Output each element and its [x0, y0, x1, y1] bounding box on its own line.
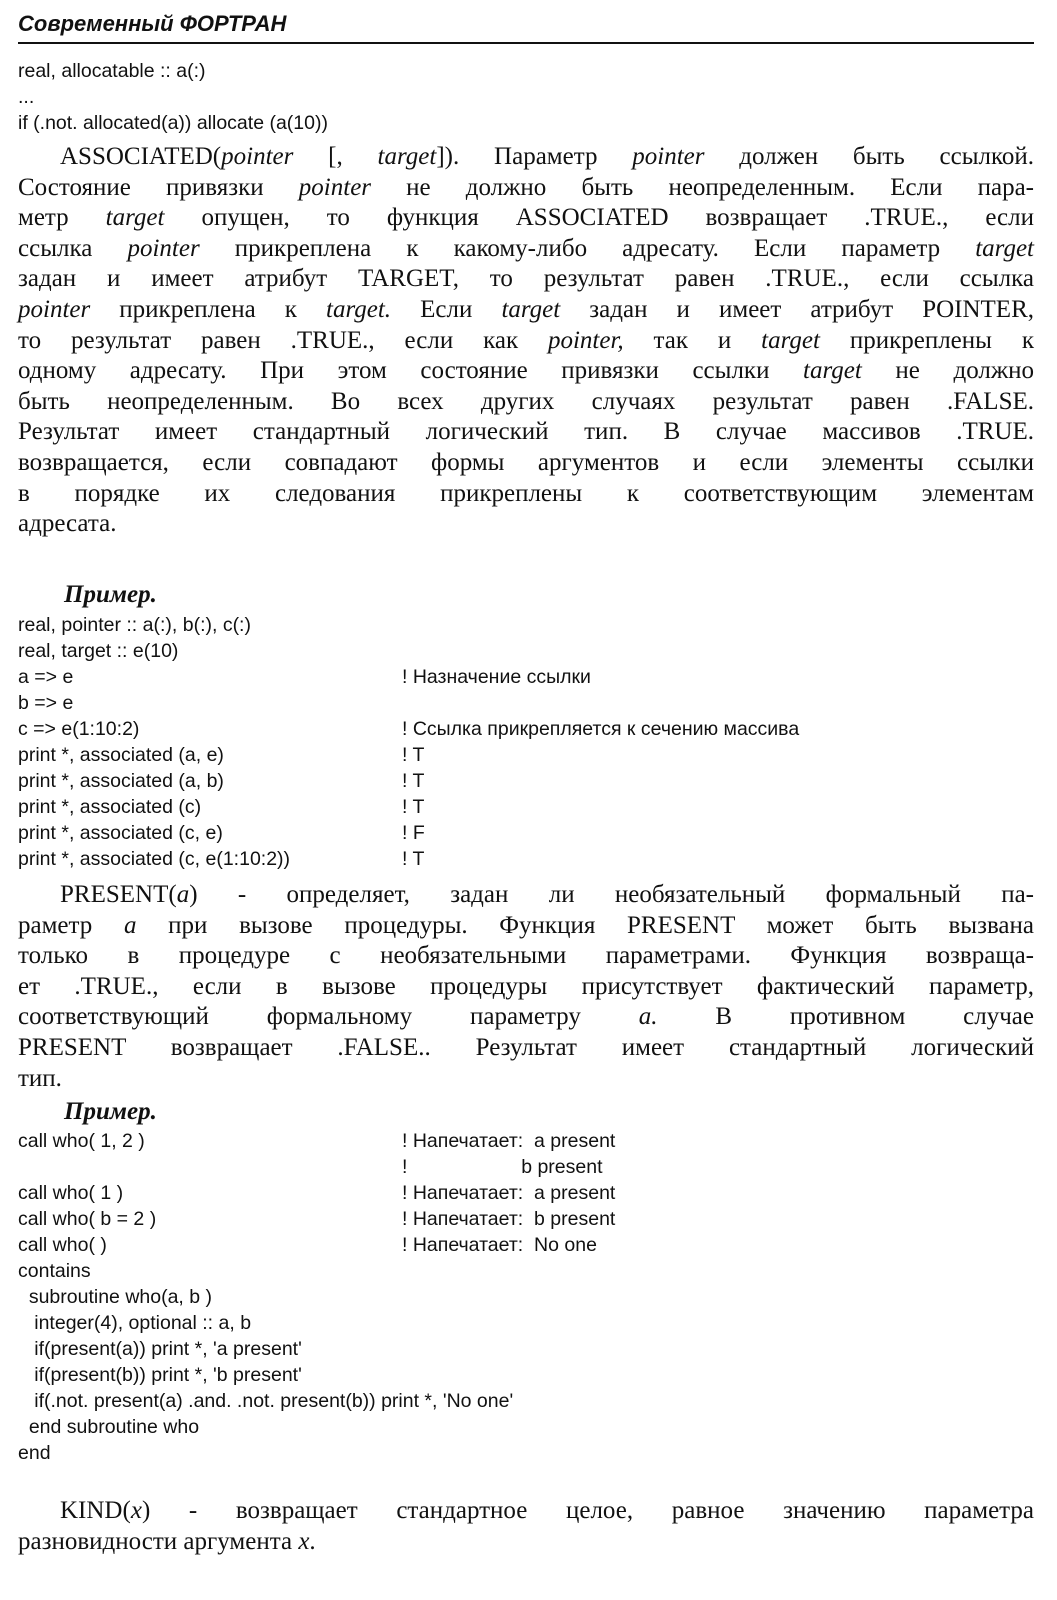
- text-run: адресата.: [18, 510, 117, 538]
- code-line: [18, 638, 290, 664]
- text-line: [18, 479, 1034, 510]
- running-head: Современный ФОРТРАН: [18, 6, 1034, 44]
- italic-term: pointer: [221, 143, 294, 170]
- code-text: a => e: [18, 666, 74, 688]
- code-line: ...: [18, 86, 35, 108]
- italic-term: x: [130, 1497, 142, 1524]
- text-run: ет .TRUE., если в вызове процедуры присутствует фактический параметр,: [18, 972, 1034, 1000]
- code-comment: ! F: [402, 822, 425, 844]
- code-comment: ! Напечатает: a present: [402, 1182, 616, 1204]
- text-run: PRESENT(: [60, 881, 177, 908]
- text-line: [18, 173, 1034, 204]
- text-run: только в процедуре с необязательными параметрами. Функция возвраща-: [18, 942, 1034, 970]
- text-line: [18, 1527, 1034, 1558]
- code-line: real, allocatable :: a(:): [18, 60, 206, 82]
- code-text: b => e: [18, 692, 74, 714]
- text-run: соответствующий формальному параметру: [18, 1003, 639, 1031]
- code-comment: ! Напечатает: a present: [402, 1130, 616, 1152]
- code-line: [18, 794, 425, 820]
- code-comment: ! Напечатает: b present: [402, 1208, 616, 1230]
- code-block-associated-example: [18, 612, 800, 872]
- text-run: возвращается, если совпадают формы аргументов и если элементы ссылки: [18, 448, 1034, 476]
- text-run: тип.: [18, 1064, 62, 1092]
- text-run: .: [309, 1527, 316, 1555]
- text-line: [18, 448, 1034, 479]
- text-run: быть неопределенным. Во всех других случаях результат равен .FALSE.: [18, 387, 1034, 415]
- code-line: [18, 1232, 597, 1258]
- text-line: [18, 911, 1034, 942]
- text-line: [18, 1496, 1034, 1527]
- italic-term: x: [298, 1527, 310, 1555]
- code-line: [18, 1388, 513, 1414]
- text-run: ссылка: [18, 234, 128, 262]
- code-text: call who( b = 2 ): [18, 1208, 157, 1230]
- text-run: при вызове процедуры. Функция PRESENT может быть вызвана: [136, 911, 1035, 939]
- code-text: print *, associated (a, b): [18, 770, 224, 792]
- text-run: так и: [623, 326, 762, 354]
- italic-term: target: [803, 357, 862, 385]
- code-line: if (.not. allocated(a)) allocate (a(10)): [18, 112, 328, 134]
- text-run: метр: [18, 204, 106, 232]
- text-line: [18, 356, 1034, 387]
- italic-term: target.: [326, 295, 392, 323]
- code-line: [18, 1440, 513, 1466]
- code-text: print *, associated (c): [18, 796, 202, 818]
- text-line: [18, 264, 1034, 295]
- code-line: [18, 1414, 513, 1440]
- text-line: [18, 295, 1034, 326]
- italic-term: pointer,: [547, 326, 624, 354]
- text-run: не должно: [861, 357, 1034, 385]
- text-line: [18, 234, 1034, 265]
- code-line: [18, 768, 425, 794]
- text-run: ) - определяет, задан ли необязательный формальный па-: [189, 881, 1034, 908]
- code-line: [18, 1284, 513, 1310]
- code-comment: ! T: [402, 744, 425, 766]
- text-line: [18, 387, 1034, 418]
- italic-term: a: [176, 881, 190, 908]
- text-run: задан и имеет атрибут POINTER,: [560, 295, 1035, 323]
- text-run: прикреплена к какому-либо адресату. Если параметр: [199, 234, 976, 262]
- italic-term: a: [123, 911, 137, 939]
- text-run: не должно быть неопределенным. Если пара-: [371, 173, 1034, 201]
- text-run: Состояние привязки: [18, 173, 299, 201]
- text-line: [18, 941, 1034, 972]
- code-line: [18, 690, 290, 716]
- code-block-present-example: [18, 1128, 616, 1466]
- code-line: [18, 1258, 513, 1284]
- text-line: [18, 326, 1034, 357]
- text-run: прикреплены к: [819, 326, 1034, 354]
- text-line: [18, 972, 1034, 1003]
- code-text: end subroutine who: [18, 1416, 200, 1438]
- text-line: [18, 880, 1034, 911]
- text-run: должен быть ссылкой.: [704, 143, 1035, 170]
- italic-term: target: [761, 326, 820, 354]
- italic-term: pointer: [127, 234, 200, 262]
- italic-term: target: [377, 143, 437, 170]
- italic-term: pointer: [18, 295, 91, 323]
- code-comment: ! T: [402, 770, 425, 792]
- text-line: [18, 1002, 1034, 1033]
- italic-term: pointer: [298, 173, 372, 201]
- text-run: разновидности аргумента: [18, 1527, 299, 1555]
- text-run: опущен, то функция ASSOCIATED возвращает .TRUE., если: [164, 204, 1034, 232]
- text-run: прикреплена к: [90, 295, 327, 323]
- text-run: ASSOCIATED(: [60, 143, 222, 170]
- code-text: real, target :: e(10): [18, 640, 179, 662]
- text-line: [18, 509, 1034, 540]
- code-comment: ! Напечатает: No one: [402, 1234, 597, 1256]
- paragraph-kind: [18, 1496, 1034, 1557]
- code-line: [18, 1206, 616, 1232]
- code-line: [18, 1154, 603, 1180]
- code-comment: ! T: [402, 796, 425, 818]
- code-line: [18, 742, 425, 768]
- code-text: if(present(b)) print *, 'b present': [18, 1364, 302, 1386]
- code-line: [18, 820, 425, 846]
- text-run: [,: [293, 143, 378, 170]
- text-run: то результат равен .TRUE., если как: [18, 326, 548, 354]
- italic-term: target: [501, 295, 561, 323]
- code-text: call who( ): [18, 1234, 107, 1256]
- text-line: [18, 142, 1034, 173]
- text-run: Если: [391, 295, 502, 323]
- code-comment: ! T: [402, 848, 425, 870]
- code-comment: ! Назначение ссылки: [402, 666, 591, 688]
- italic-term: a.: [638, 1003, 658, 1031]
- code-line: [18, 716, 800, 742]
- text-run: ]). Параметр: [436, 143, 633, 170]
- code-comment: ! Ссылка прикрепляется к сечению массива: [402, 718, 800, 740]
- example-heading: Пример.: [64, 581, 157, 608]
- italic-term: pointer: [632, 143, 705, 170]
- code-text: call who( 1, 2 ): [18, 1130, 145, 1152]
- code-block-allocated: [18, 58, 328, 136]
- code-text: print *, associated (c, e): [18, 822, 223, 844]
- code-text: c => e(1:10:2): [18, 718, 140, 740]
- text-run: Результат имеет стандартный логический тип. В случае массивов .TRUE.: [18, 418, 1034, 446]
- italic-term: target: [105, 204, 165, 232]
- text-run: ) - возвращает стандартное целое, равное значению параметра: [141, 1497, 1034, 1524]
- code-text: if(present(a)) print *, 'a present': [18, 1338, 302, 1360]
- code-text: contains: [18, 1260, 91, 1282]
- example-heading: Пример.: [64, 1098, 157, 1125]
- code-text: end: [18, 1442, 51, 1464]
- code-text: subroutine who(a, b ): [18, 1286, 213, 1308]
- italic-term: target: [975, 234, 1034, 262]
- code-text: real, pointer :: a(:), b(:), c(:): [18, 614, 251, 636]
- code-text: integer(4), optional :: a, b: [18, 1312, 252, 1334]
- text-run: раметр: [18, 911, 124, 939]
- code-line: [18, 1180, 616, 1206]
- code-text: print *, associated (c, e(1:10:2)): [18, 848, 291, 870]
- code-comment: ! b present: [402, 1156, 603, 1178]
- code-line: [18, 664, 591, 690]
- text-run: в порядке их следования прикреплены к соответствующим элементам: [18, 479, 1034, 507]
- paragraph-associated: [18, 142, 1034, 540]
- code-line: [18, 1362, 513, 1388]
- text-line: [18, 1033, 1034, 1064]
- code-text: call who( 1 ): [18, 1182, 124, 1204]
- text-run: задан и имеет атрибут TARGET, то результат равен .TRUE., если ссылка: [18, 265, 1034, 293]
- text-run: KIND(: [60, 1497, 131, 1524]
- code-line: [18, 1336, 513, 1362]
- text-run: одному адресату. При этом состояние привязки ссылки: [18, 357, 804, 385]
- code-text: if(.not. present(a) .and. .not. present(b)) print *, 'No one': [18, 1390, 514, 1412]
- paragraph-present: [18, 880, 1034, 1094]
- text-line: [18, 417, 1034, 448]
- code-line: [18, 1128, 616, 1154]
- text-run: В противном случае: [657, 1003, 1034, 1031]
- code-line: [18, 846, 425, 872]
- text-line: [18, 203, 1034, 234]
- code-line: [18, 612, 290, 638]
- text-line: [18, 1064, 1034, 1095]
- text-run: PRESENT возвращает .FALSE.. Результат имеет стандартный логический: [18, 1033, 1034, 1061]
- code-line: [18, 1310, 513, 1336]
- code-text: print *, associated (a, e): [18, 744, 224, 766]
